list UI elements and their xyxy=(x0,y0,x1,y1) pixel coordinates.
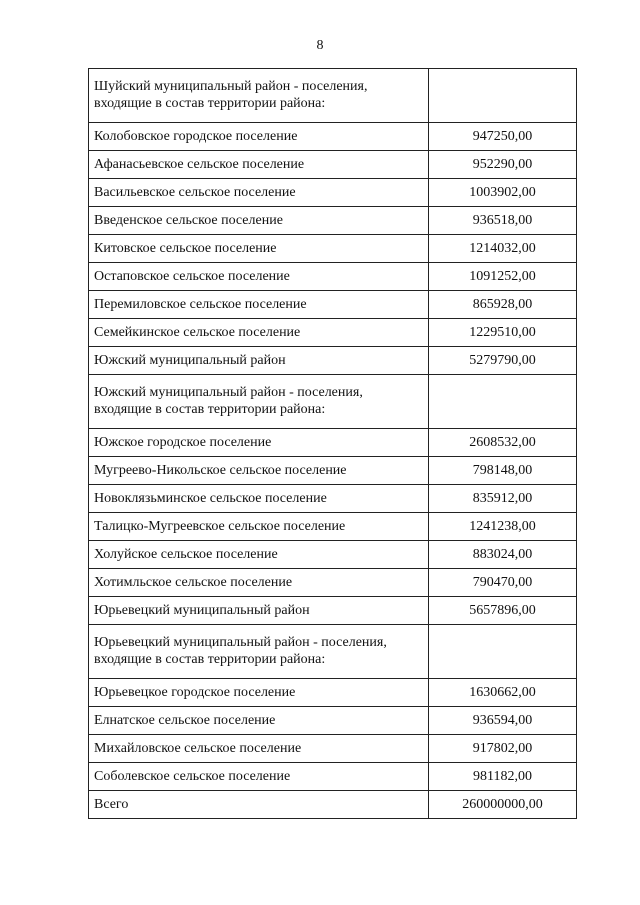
row-name: Юрьевецкое городское поселение xyxy=(89,679,429,707)
table-row xyxy=(89,597,577,625)
table-row-total xyxy=(89,791,577,819)
table-row xyxy=(89,69,577,123)
row-amount: 883024,00 xyxy=(429,541,577,569)
row-name: Мугреево-Никольское сельское поселение xyxy=(89,457,429,485)
row-amount xyxy=(429,69,577,123)
row-amount: 865928,00 xyxy=(429,291,577,319)
row-amount: 936518,00 xyxy=(429,207,577,235)
total-label: Всего xyxy=(89,791,429,819)
table-row xyxy=(89,735,577,763)
table-row xyxy=(89,541,577,569)
row-name: Юрьевецкий муниципальный район xyxy=(89,597,429,625)
table-row xyxy=(89,485,577,513)
row-amount: 5279790,00 xyxy=(429,347,577,375)
budget-table xyxy=(88,68,577,819)
row-amount xyxy=(429,375,577,429)
table-row xyxy=(89,263,577,291)
table-row xyxy=(89,123,577,151)
row-name: Шуйский муниципальный район - поселения, входящие в состав территории района: xyxy=(89,69,429,123)
table-row xyxy=(89,513,577,541)
row-amount: 952290,00 xyxy=(429,151,577,179)
row-amount: 1091252,00 xyxy=(429,263,577,291)
row-name: Холуйское сельское поселение xyxy=(89,541,429,569)
row-name: Южский муниципальный район xyxy=(89,347,429,375)
table-row xyxy=(89,625,577,679)
row-amount: 1003902,00 xyxy=(429,179,577,207)
row-amount: 917802,00 xyxy=(429,735,577,763)
table-row xyxy=(89,347,577,375)
total-amount: 260000000,00 xyxy=(429,791,577,819)
row-name: Хотимльское сельское поселение xyxy=(89,569,429,597)
table-row xyxy=(89,457,577,485)
table-row xyxy=(89,763,577,791)
row-name: Введенское сельское поселение xyxy=(89,207,429,235)
row-amount: 936594,00 xyxy=(429,707,577,735)
row-name: Колобовское городское поселение xyxy=(89,123,429,151)
row-amount: 981182,00 xyxy=(429,763,577,791)
table-row xyxy=(89,319,577,347)
row-amount: 1241238,00 xyxy=(429,513,577,541)
row-name: Талицко-Мугреевское сельское поселение xyxy=(89,513,429,541)
table-row xyxy=(89,707,577,735)
table-row xyxy=(89,291,577,319)
row-name: Михайловское сельское поселение xyxy=(89,735,429,763)
row-amount: 1229510,00 xyxy=(429,319,577,347)
row-amount: 798148,00 xyxy=(429,457,577,485)
table-row xyxy=(89,569,577,597)
row-name: Юрьевецкий муниципальный район - поселения, входящие в состав территории района: xyxy=(89,625,429,679)
table-row xyxy=(89,151,577,179)
row-name: Соболевское сельское поселение xyxy=(89,763,429,791)
table-row xyxy=(89,179,577,207)
table-row xyxy=(89,375,577,429)
table-row xyxy=(89,235,577,263)
page-number: 8 xyxy=(316,38,324,53)
row-name: Елнатское сельское поселение xyxy=(89,707,429,735)
row-amount: 5657896,00 xyxy=(429,597,577,625)
row-name: Южское городское поселение xyxy=(89,429,429,457)
row-name: Перемиловское сельское поселение xyxy=(89,291,429,319)
row-amount: 790470,00 xyxy=(429,569,577,597)
row-amount: 1214032,00 xyxy=(429,235,577,263)
row-amount: 1630662,00 xyxy=(429,679,577,707)
row-amount: 835912,00 xyxy=(429,485,577,513)
row-amount: 2608532,00 xyxy=(429,429,577,457)
row-name: Южский муниципальный район - поселения, входящие в состав территории района: xyxy=(89,375,429,429)
row-name: Остаповское сельское поселение xyxy=(89,263,429,291)
row-name: Семейкинское сельское поселение xyxy=(89,319,429,347)
table-row xyxy=(89,679,577,707)
table-row xyxy=(89,429,577,457)
row-name: Афанасьевское сельское поселение xyxy=(89,151,429,179)
row-name: Китовское сельское поселение xyxy=(89,235,429,263)
row-name: Васильевское сельское поселение xyxy=(89,179,429,207)
row-amount: 947250,00 xyxy=(429,123,577,151)
row-name: Новоклязьминское сельское поселение xyxy=(89,485,429,513)
row-amount xyxy=(429,625,577,679)
table-row xyxy=(89,207,577,235)
